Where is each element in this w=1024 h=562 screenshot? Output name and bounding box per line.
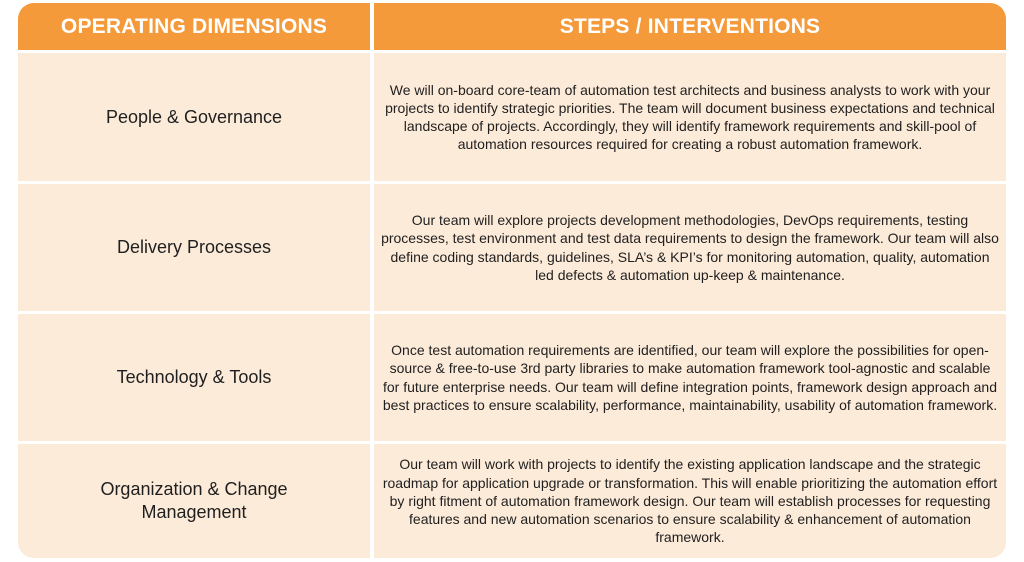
steps-technology-tools: [374, 314, 1006, 441]
header-steps-interventions: STEPS / INTERVENTIONS: [374, 3, 1006, 50]
steps-text: Once test automation requirements are identified, our team will explore the possibilities for open-source & free-to-use 3rd party libraries to make automation framework tool-agnostic and scalable for future enterprise needs. Our team will define integration points, framework design approach and best practices to ensure scalability, performance, maintainability, usability of automation framework.: [382, 342, 998, 413]
steps-organization-change-management: [374, 444, 1006, 558]
header-operating-dimensions: OPERATING DIMENSIONS: [18, 3, 370, 50]
steps-people-governance: [374, 53, 1006, 181]
steps-text: Our team will explore projects development methodologies, DevOps requirements, testing processes, test environment and test data requirements to design the framework. Our team will also define coding standards, guidelines, SLA’s & KPI’s for monitoring automation, quality, automation led defects & automation up-keep & maintenance.: [381, 212, 999, 283]
dimension-organization-change-management: Organization & Change Management: [18, 444, 370, 558]
dimension-delivery-processes: Delivery Processes: [18, 184, 370, 311]
steps-text: We will on-board core-team of automation test architects and business analysts to work with your projects to identify strategic priorities. The team will document business expectations and technical landscape of projects. Accordingly, they will identify framework requirements and skill-pool of automation resources required for creating a robust automation framework.: [385, 81, 995, 153]
dimension-technology-tools: Technology & Tools: [18, 314, 370, 441]
dimension-people-governance: People & Governance: [18, 53, 370, 181]
steps-delivery-processes: [374, 184, 1006, 311]
steps-text: Our team will work with projects to identify the existing application landscape and the strategic roadmap for application upgrade or transformation. This will enable prioritizing the automation effort by right fitment of automation framework design. Our team will establish processes for requesting features and new automation scenarios to ensure scalability & enhancement of automation framework.: [382, 456, 998, 546]
operating-dimensions-table: [18, 3, 1006, 558]
